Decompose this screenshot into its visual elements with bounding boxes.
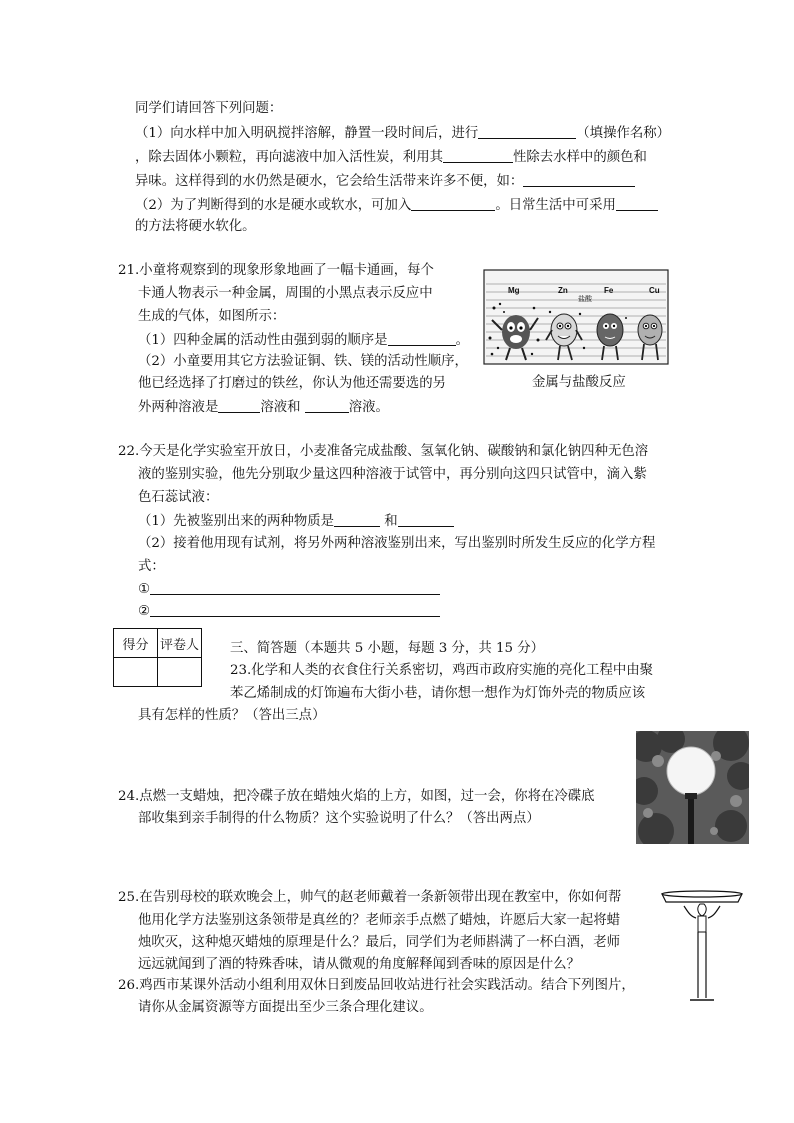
q24-line-1: 24.点燃一支蜡烛，把冷碟子放在蜡烛火焰的上方，如图，过一会，你将在冷碟底 — [118, 789, 595, 804]
q20-line-1 — [135, 124, 670, 143]
q20-line-3 — [135, 172, 635, 191]
q20-p1d: 性除去水样中的颜色和 — [512, 150, 647, 165]
q20-p1b: （填操作名称） — [576, 126, 671, 141]
q21-q2-text: 外两种溶液是 — [138, 400, 219, 415]
q21-q1-end: 。 — [455, 333, 469, 348]
q22-q1-and: 和 — [384, 514, 398, 529]
lamp-globe — [667, 747, 715, 795]
q20-line-2 — [135, 148, 647, 167]
q21-line-7 — [138, 398, 389, 417]
q21-line-6: 他已经选择了打磨过的铁丝，你认为他还需要选的另 — [138, 376, 446, 391]
fe-bubbles — [625, 317, 627, 319]
q21-line-3: 生成的气体，如图所示： — [138, 309, 286, 324]
equation-1-marker: ① — [138, 582, 151, 597]
q21-line-4 — [138, 331, 469, 350]
q22-line-1: 22.今天是化学实验室开放日，小麦准备完成盐酸、氢氧化钠、碳酸钠和氯化钠四种无色溶 — [118, 444, 649, 459]
label-zn: Zn — [558, 286, 568, 295]
q22-q1-text: （1）先被鉴别出来的两种物质是 — [138, 514, 334, 529]
label-cu: Cu — [649, 286, 660, 295]
q21-line-1: 21.小童将观察到的现象形象地画了一幅卡通画，每个 — [118, 263, 434, 278]
q25-line-3: 烛吹灭，这种熄灭蜡烛的原理是什么？最后，同学们为老师斟满了一杯白酒，老师 — [138, 935, 621, 950]
q21-q2-and: 溶液和 — [260, 400, 301, 415]
q22-line-5: （2）接着他用现有试剂，将另外两种溶液鉴别出来，写出鉴别时所发生反应的化学方程 — [138, 536, 656, 551]
hand-left — [684, 906, 696, 918]
grader-header: 评卷人 — [158, 629, 202, 658]
intro-text: 同学们请回答下列问题： — [135, 101, 283, 116]
q24-line-2: 部收集到亲手制得的什么物质？这个实验说明了什么？（答出两点） — [138, 811, 540, 826]
q22-substance-blank-1[interactable] — [334, 512, 380, 527]
q26-line-2: 请你从金属资源等方面提出至少三条合理化建议。 — [138, 1000, 433, 1015]
q20-reagent-blank[interactable] — [411, 196, 495, 211]
q20-p2b: 。日常生活中可采用 — [495, 198, 616, 213]
equation-1-blank[interactable] — [150, 580, 440, 595]
q22-line-6: 式： — [138, 559, 165, 574]
q20-p2c: 的方法将硬水软化。 — [135, 219, 256, 234]
q22-line-2: 液的鉴别实验，他先分别取少量这四种溶液于试管中，再分别向这四只试管中，滴入紫 — [138, 467, 647, 482]
label-acid: 盐酸 — [578, 296, 592, 303]
label-mg: Mg — [508, 286, 520, 295]
q20-p1e: 异味。这样得到的水仍然是硬水，它会给生活带来许多不便，如： — [135, 174, 524, 189]
q20-line-4 — [135, 196, 658, 215]
equation-2-marker: ② — [138, 604, 151, 619]
q21-line-5: （2）小童要用其它方法验证铜、铁、镁的活动性顺序， — [138, 354, 468, 369]
q23-line-2: 苯乙烯制成的灯饰遍布大街小巷，请你想一想作为灯饰外壳的物质应该 — [230, 686, 646, 701]
q23-line-3: 具有怎样的性质？（答出三点） — [138, 708, 326, 723]
candle-plate-figure — [660, 888, 744, 1004]
equation-2-blank[interactable] — [150, 602, 440, 617]
q21-solution-blank-1[interactable] — [218, 398, 260, 413]
grader-cell[interactable] — [158, 658, 202, 687]
candle-body — [698, 916, 706, 932]
q20-p2a: （2）为了判断得到的水是硬水或软水，可加入 — [135, 198, 412, 213]
score-header: 得分 — [114, 629, 158, 658]
q25-line-4: 远远就闻到了酒的特殊香味，请从微观的角度解释闻到香味的原因是什么？ — [138, 957, 580, 972]
q26-line-1: 26.鸡西市某课外活动小组利用双休日到废品回收站进行社会实践活动。结合下列图片， — [118, 978, 635, 993]
q20-p1a: （1）向水样中加入明矾搅拌溶解，静置一段时间后，进行 — [135, 126, 479, 141]
q23-line-1: 23.化学和人类的衣食住行关系密切，鸡西市政府实施的亮化工程中由聚 — [230, 663, 654, 678]
lamp-collar — [685, 793, 697, 799]
q20-example-blank[interactable] — [523, 172, 635, 187]
q22-equation-2 — [138, 602, 440, 621]
q21-order-blank[interactable] — [388, 331, 456, 346]
q21-line-2: 卡通人物表示一种金属，周围的小黑点表示反应中 — [138, 286, 433, 301]
score-cell[interactable] — [114, 658, 158, 687]
q20-p1c: ，除去固体小颗粒，再向滤液中加入活性炭，利用其 — [135, 150, 443, 165]
section-3-heading: 三、简答题（本题共 5 小题，每题 3 分，共 15 分） — [230, 641, 545, 656]
q21-q1-text: （1）四种金属的活动性由强到弱的顺序是 — [138, 333, 388, 348]
q20-operation-blank[interactable] — [478, 124, 576, 139]
candle-flame — [698, 904, 706, 916]
figure-caption: 金属与盐酸反应 — [532, 375, 626, 390]
q21-solution-blank-2[interactable] — [305, 398, 349, 413]
q25-line-2: 他用化学方法鉴别这条领带是真丝的？老师亲手点燃了蜡烛，许愿后大家一起将蜡 — [138, 913, 621, 928]
q20-method-blank[interactable] — [616, 196, 658, 211]
q21-q2-end: 溶液。 — [348, 400, 389, 415]
lamp-post — [688, 799, 694, 844]
metal-acid-figure — [480, 268, 672, 368]
street-lamp-photo — [636, 731, 749, 844]
hand-right — [708, 906, 720, 918]
q25-line-1: 25.在告别母校的联欢晚会上，帅气的赵老师戴着一条新领带出现在教室中，你如何帮 — [118, 890, 622, 905]
q22-equation-1 — [138, 580, 440, 599]
label-fe: Fe — [604, 286, 614, 295]
q20-property-blank[interactable] — [443, 148, 513, 163]
q22-line-4 — [138, 512, 454, 531]
q22-line-3: 色石蕊试液： — [138, 490, 219, 505]
q22-substance-blank-2[interactable] — [398, 512, 454, 527]
score-table — [113, 628, 202, 687]
